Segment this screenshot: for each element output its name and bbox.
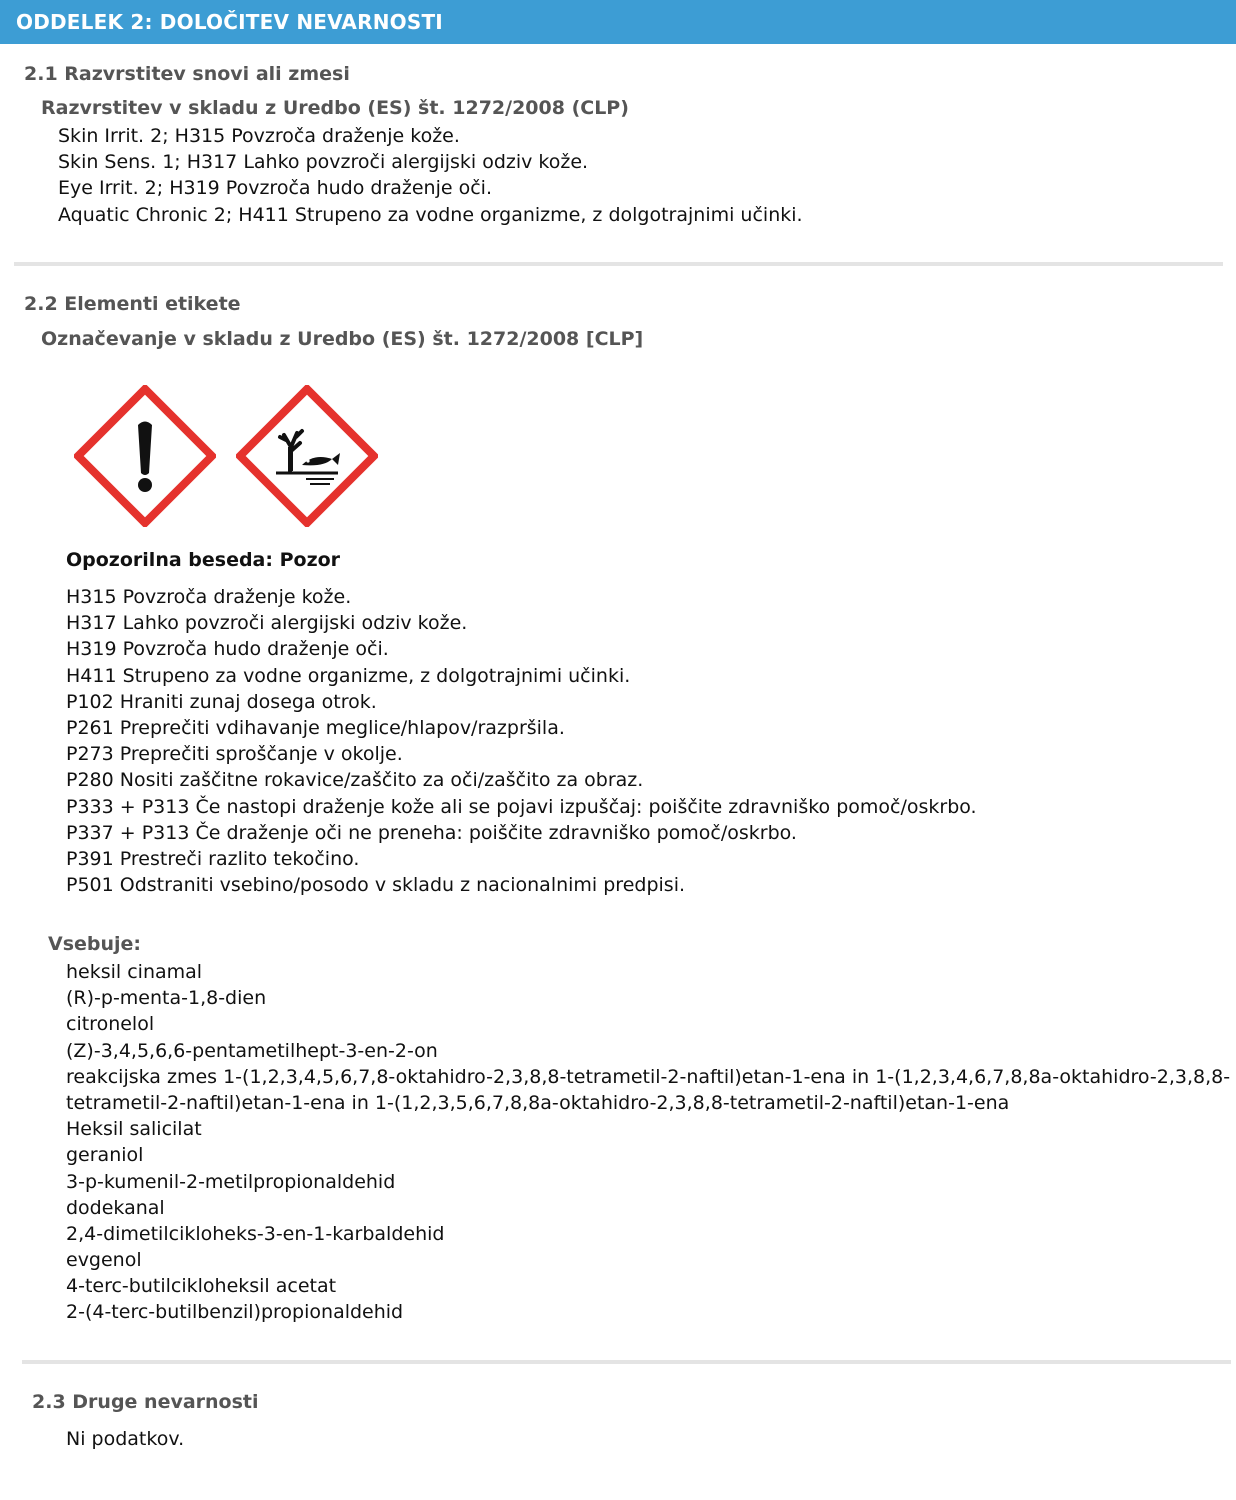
subsection-title-2-1: 2.1 Razvrstitev snovi ali zmesi — [24, 63, 350, 85]
ingredient-item: tetrametil-2-naftil)etan-1-ena in 1-(1,2,3,5,6,7,8,8a-oktahidro-2,3,8,8-tetrametil-2-naftil)etan-1-ena — [66, 1091, 1010, 1114]
exclamation-mark-icon — [74, 385, 216, 527]
signal-word: Opozorilna beseda: Pozor — [66, 549, 341, 571]
statement-item: P501 Odstraniti vsebino/posodo v skladu z nacionalnimi predpisi. — [66, 874, 686, 897]
statement-item: P273 Preprečiti sproščanje v okolje. — [66, 743, 403, 766]
ingredient-item: (R)-p-menta-1,8-dien — [66, 987, 267, 1010]
statement-item: P391 Prestreči razlito tekočino. — [66, 847, 360, 870]
hazard-statements-list — [66, 584, 977, 898]
statement-item: H319 Povzroča hudo draženje oči. — [66, 638, 389, 661]
statement-item: P261 Preprečiti vdihavanje meglice/hlapov/razpršila. — [66, 716, 565, 739]
subsection-title-2-2: 2.2 Elementi etikete — [24, 293, 241, 315]
environment-hazard-icon — [236, 385, 378, 527]
ingredient-item: dodekanal — [66, 1196, 165, 1219]
classification-list — [58, 123, 803, 228]
ingredient-item: heksil cinamal — [66, 961, 203, 983]
other-hazards-value: Ni podatkov. — [66, 1428, 185, 1450]
statement-item: P102 Hraniti zunaj dosega otrok. — [66, 690, 377, 713]
classification-item: Skin Sens. 1; H317 Lahko povzroči alergijski odziv kože. — [58, 151, 589, 174]
contains-list — [66, 959, 1230, 1326]
statement-item: H411 Strupeno za vodne organizme, z dolgotrajnimi učinki. — [66, 664, 631, 687]
ingredient-item: citronelol — [66, 1013, 155, 1036]
section-divider — [22, 1360, 1231, 1364]
statement-item: P333 + P313 Če nastopi draženje kože ali se pojavi izpuščaj: poiščite zdravniško pomoč/oskrbo. — [66, 795, 977, 818]
ingredient-item: Heksil salicilat — [66, 1118, 202, 1141]
ingredient-item: evgenol — [66, 1249, 142, 1272]
ingredient-item: (Z)-3,4,5,6,6-pentametilhept-3-en-2-on — [66, 1039, 438, 1062]
ingredient-item: geraniol — [66, 1144, 144, 1167]
statement-item: P280 Nositi zaščitne rokavice/zaščito za oči/zaščito za obraz. — [66, 769, 644, 792]
classification-subtitle: Razvrstitev v skladu z Uredbo (ES) št. 1272/2008 (CLP) — [41, 97, 629, 119]
classification-item: Skin Irrit. 2; H315 Povzroča draženje kože. — [58, 125, 460, 147]
statement-item: H315 Povzroča draženje kože. — [66, 586, 352, 608]
subsection-title-2-3: 2.3 Druge nevarnosti — [32, 1391, 259, 1413]
contains-label: Vsebuje: — [48, 933, 142, 955]
other-hazards-text — [66, 1426, 184, 1452]
statement-item: P337 + P313 Če draženje oči ne preneha: poiščite zdravniško pomoč/oskrbo. — [66, 821, 797, 844]
classification-item: Aquatic Chronic 2; H411 Strupeno za vodne organizme, z dolgotrajnimi učinki. — [58, 203, 803, 226]
ingredient-item: reakcijska zmes 1-(1,2,3,4,5,6,7,8-oktahidro-2,3,8,8-tetrametil-2-naftil)etan-1-ena in 1-(1,2,3,4,6,7,8,8a-oktahidro-2,3,8,8- — [66, 1065, 1231, 1088]
section-divider — [14, 262, 1223, 266]
ingredient-item: 2-(4-terc-butilbenzil)propionaldehid — [66, 1301, 404, 1324]
classification-item: Eye Irrit. 2; H319 Povzroča hudo draženje oči. — [58, 177, 492, 200]
labelling-subtitle: Označevanje v skladu z Uredbo (ES) št. 1272/2008 [CLP] — [41, 328, 644, 350]
ingredient-item: 4-terc-butilcikloheksil acetat — [66, 1275, 337, 1298]
ingredient-item: 2,4-dimetilcikloheks-3-en-1-karbaldehid — [66, 1222, 445, 1245]
section-header: ODDELEK 2: DOLOČITEV NEVARNOSTI — [0, 0, 1236, 44]
ingredient-item: 3-p-kumenil-2-metilpropionaldehid — [66, 1170, 396, 1193]
statement-item: H317 Lahko povzroči alergijski odziv kože. — [66, 612, 468, 635]
